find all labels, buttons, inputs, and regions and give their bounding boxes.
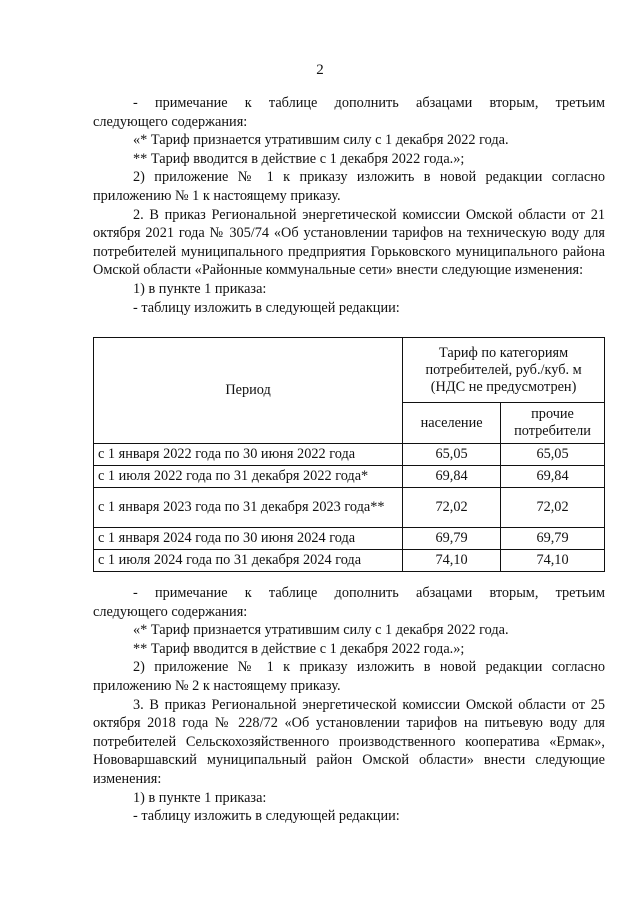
period-cell: с 1 июля 2022 года по 31 декабря 2022 года*: [94, 466, 403, 488]
period-cell: с 1 января 2023 года по 31 декабря 2023 года**: [94, 488, 403, 528]
period-cell: с 1 января 2024 года по 30 июня 2024 года: [94, 528, 403, 550]
other-value: 69,79: [501, 528, 605, 550]
item-paragraph: 1) в пункте 1 приказа:: [133, 789, 267, 806]
period-header: Период: [94, 338, 403, 444]
table-intro: - таблицу изложить в следующей редакции:: [133, 808, 400, 825]
note-paragraph-cont: следующего содержания:: [93, 113, 248, 130]
population-value: 69,79: [403, 528, 501, 550]
population-value: 65,05: [403, 444, 501, 466]
population-value: 69,84: [403, 466, 501, 488]
table-intro: - таблицу изложить в следующей редакции:: [133, 299, 400, 316]
period-cell: с 1 июля 2024 года по 31 декабря 2024 года: [94, 550, 403, 572]
top-text-block: [93, 94, 605, 317]
appendix-paragraph-cont: приложению № 1 к настоящему приказу.: [93, 187, 341, 204]
other-value: 69,84: [501, 466, 605, 488]
table-row: [94, 488, 605, 528]
table-row: [94, 550, 605, 572]
appendix-paragraph: 2) приложение № 1 к приказу изложить в новой редакции согласно: [133, 659, 605, 676]
population-value: 72,02: [403, 488, 501, 528]
population-header: население: [403, 403, 501, 444]
note-paragraph: - примечание к таблице дополнить абзацами вторым, третьим: [133, 95, 605, 111]
appendix-paragraph-cont: приложению № 2 к настоящему приказу.: [93, 677, 341, 694]
footnote-1: «* Тариф признается утратившим силу с 1 декабря 2022 года.: [133, 132, 509, 149]
appendix-paragraph: 2) приложение № 1 к приказу изложить в новой редакции согласно: [133, 169, 605, 186]
footnote-1: «* Тариф признается утратившим силу с 1 декабря 2022 года.: [133, 622, 509, 639]
table-row: [94, 528, 605, 550]
other-value: 72,02: [501, 488, 605, 528]
other-header: прочие потребители: [501, 403, 605, 444]
note-paragraph: - примечание к таблице дополнить абзацами вторым, третьим: [133, 585, 605, 601]
other-value: 74,10: [501, 550, 605, 572]
bottom-text-block: [93, 584, 605, 826]
tariff-table: [93, 337, 605, 572]
other-value: 65,05: [501, 444, 605, 466]
note-paragraph-cont: следующего содержания:: [93, 603, 248, 620]
tariff-header: Тариф по категориям потребителей, руб./куб. м (НДС не предусмотрен): [403, 338, 605, 403]
population-value: 74,10: [403, 550, 501, 572]
item-paragraph: 1) в пункте 1 приказа:: [133, 280, 267, 297]
table-row: [94, 466, 605, 488]
footnote-2: ** Тариф вводится в действие с 1 декабря 2022 года.»;: [133, 640, 465, 657]
table-row: [94, 444, 605, 466]
period-cell: с 1 января 2022 года по 30 июня 2022 года: [94, 444, 403, 466]
page-number: 2: [316, 62, 324, 78]
footnote-2: ** Тариф вводится в действие с 1 декабря 2022 года.»;: [133, 150, 465, 167]
order-paragraph: 2. В приказ Региональной энергетической комиссии Омской области от 21 октября 2021 года № 305/74 «Об установлении тарифов на техническую воду для потребителей муниципального предприятия Горьковского муниципального района Омской области «Районные коммунальные сети» внести следующие изменения:: [93, 206, 605, 279]
order-paragraph: 3. В приказ Региональной энергетической комиссии Омской области от 25 октября 2018 года № 228/72 «Об установлении тарифов на питьевую воду для потребителей Сельскохозяйственного производственного кооператива «Ермак», Нововаршавский муниципальный район Омской области» внести следующие изменения:: [93, 696, 605, 787]
